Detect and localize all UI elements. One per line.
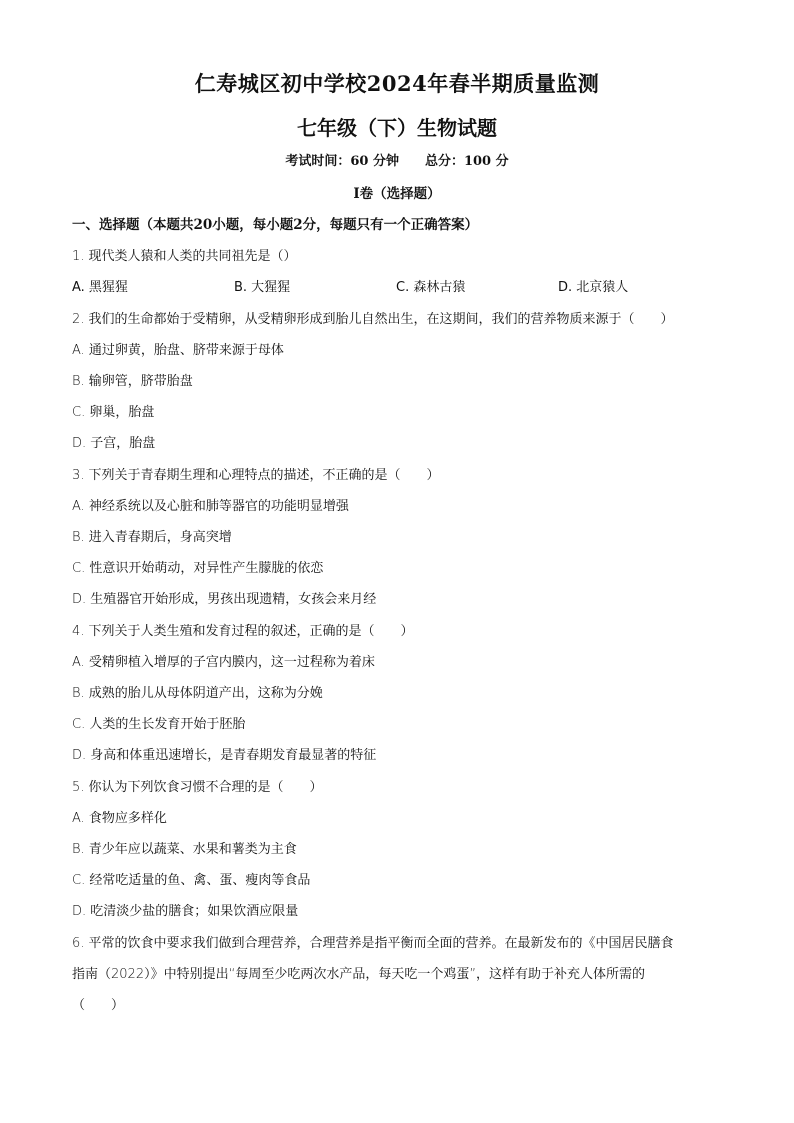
section-heading: 一、选择题（本题共20小题，每小题2分，每题只有一个正确答案） xyxy=(72,217,479,233)
question-5-option-c[interactable]: C. 经常吃适量的鱼、禽、蛋、瘦肉等食品 xyxy=(72,873,311,888)
question-3-option-b[interactable]: B. 进入青春期后，身高突增 xyxy=(72,530,232,545)
question-3-option-c[interactable]: C. 性意识开始萌动，对异性产生朦胧的依恋 xyxy=(72,561,324,576)
question-6-stem-line-3: （ ） xyxy=(72,998,125,1013)
question-4-option-a[interactable]: A. 受精卵植入增厚的子宫内膜内，这一过程称为着床 xyxy=(72,655,375,670)
exam-title: 仁寿城区初中学校2024年春半期质量监测 xyxy=(194,71,600,96)
exam-time: 考试时间：60 分钟 xyxy=(285,154,399,169)
question-1-option-d[interactable]: D. 北京猿人 xyxy=(558,280,629,295)
question-6-stem-line-1: 6. 平常的饮食中要求我们做到合理营养，合理营养是指平衡而全面的营养。在最新发布的《中国居民膳食 xyxy=(72,936,674,951)
question-1-options xyxy=(72,276,712,294)
question-3-option-d[interactable]: D. 生殖器官开始形成，男孩出现遗精，女孩会来月经 xyxy=(72,592,377,607)
question-5-stem: 5. 你认为下列饮食习惯不合理的是（ ） xyxy=(72,780,323,795)
question-4-stem: 4. 下列关于人类生殖和发育过程的叙述，正确的是（ ） xyxy=(72,624,414,639)
question-2-stem: 2. 我们的生命都始于受精卵，从受精卵形成到胎儿自然出生，在这期间，我们的营养物质来源于（ ） xyxy=(72,312,674,327)
exam-score: 总分：100 分 xyxy=(424,154,509,169)
exam-meta xyxy=(0,150,794,169)
question-4-option-c[interactable]: C. 人类的生长发育开始于胚胎 xyxy=(72,717,246,732)
question-5-option-a[interactable]: A. 食物应多样化 xyxy=(72,811,167,826)
question-2-option-c[interactable]: C. 卵巢，胎盘 xyxy=(72,405,155,420)
question-4-option-d[interactable]: D. 身高和体重迅速增长，是青春期发育最显著的特征 xyxy=(72,748,377,763)
question-1-option-b[interactable]: B. 大猩猩 xyxy=(234,280,291,295)
question-6-stem-line-2: 指南（2022）》中特别提出“每周至少吃两次水产品，每天吃一个鸡蛋”，这样有助于补充人体所需的 xyxy=(72,967,646,982)
volume-heading: Ⅰ卷（选择题） xyxy=(353,186,441,202)
question-3-option-a[interactable]: A. 神经系统以及心脏和肺等器官的功能明显增强 xyxy=(72,499,349,514)
question-2-option-b[interactable]: B. 输卵管，脐带胎盘 xyxy=(72,374,193,389)
question-2-option-a[interactable]: A. 通过卵黄，胎盘、脐带来源于母体 xyxy=(72,343,284,358)
question-5-option-b[interactable]: B. 青少年应以蔬菜、水果和薯类为主食 xyxy=(72,842,297,857)
question-1-option-c[interactable]: C. 森林古猿 xyxy=(396,280,466,295)
exam-subtitle: 七年级（下）生物试题 xyxy=(297,116,497,140)
question-3-stem: 3. 下列关于青春期生理和心理特点的描述，不正确的是（ ） xyxy=(72,468,440,483)
question-1-option-a[interactable]: A. 黑猩猩 xyxy=(72,280,128,295)
question-1-stem: 1. 现代类人猿和人类的共同祖先是（） xyxy=(72,249,297,264)
question-2-option-d[interactable]: D. 子宫，胎盘 xyxy=(72,436,156,451)
question-4-option-b[interactable]: B. 成熟的胎儿从母体阴道产出，这称为分娩 xyxy=(72,686,323,701)
question-5-option-d[interactable]: D. 吃清淡少盐的膳食；如果饮酒应限量 xyxy=(72,904,299,919)
